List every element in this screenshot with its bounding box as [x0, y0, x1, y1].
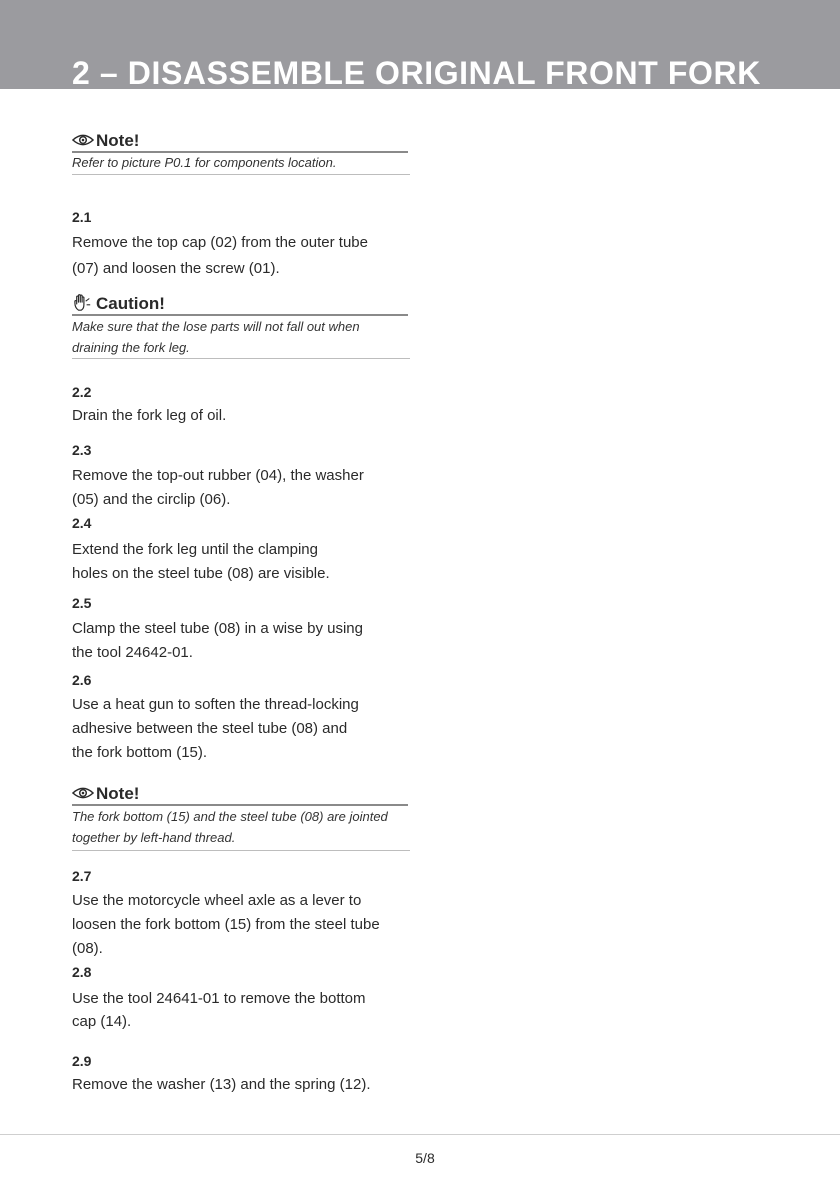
note-label: Note! — [96, 784, 140, 803]
step-number: 2.7 — [72, 868, 92, 884]
caution-divider — [72, 358, 410, 359]
step-line: (05) and the circlip (06). — [72, 491, 231, 508]
step-line: Use the tool 24641-01 to remove the bottom — [72, 990, 366, 1007]
step-line: the fork bottom (15). — [72, 744, 208, 761]
step-line: Remove the top-out rubber (04), the washer — [72, 467, 364, 484]
note-box-header — [72, 782, 408, 806]
step-line: Clamp the steel tube (08) in a wise by using — [72, 620, 363, 637]
caution-text — [72, 316, 410, 358]
step-text — [72, 987, 412, 1033]
step-text — [72, 230, 412, 282]
step-number: 2.3 — [72, 442, 92, 458]
note-divider — [72, 850, 410, 851]
eye-icon — [72, 131, 94, 149]
step-number: 2.9 — [72, 1053, 92, 1069]
note-label: Note! — [96, 131, 140, 150]
step-number: 2.8 — [72, 964, 92, 980]
step-text — [72, 538, 412, 586]
caution-line: draining the fork leg. — [72, 340, 190, 355]
step-number: 2.5 — [72, 595, 92, 611]
note-box-header — [72, 129, 408, 153]
step-line: Extend the fork leg until the clamping — [72, 541, 318, 558]
step-line: Drain the fork leg of oil. — [72, 407, 227, 424]
note-line: together by left-hand thread. — [72, 830, 236, 845]
step-line: (08). — [72, 940, 103, 957]
step-number: 2.6 — [72, 672, 92, 688]
caution-label: Caution! — [96, 294, 165, 313]
step-text — [72, 617, 412, 665]
step-line: adhesive between the steel tube (08) and — [72, 720, 348, 737]
note-text — [72, 806, 410, 848]
step-line: holes on the steel tube (08) are visible. — [72, 565, 330, 582]
step-line: Use the motorcycle wheel axle as a lever to — [72, 892, 362, 909]
note-line: Refer to picture P0.1 for components location. — [72, 155, 337, 170]
step-line: the tool 24642-01. — [72, 644, 193, 661]
step-line: loosen the fork bottom (15) from the steel tube — [72, 916, 380, 933]
footer-divider — [0, 1134, 840, 1135]
step-text — [72, 889, 412, 961]
note-line: The fork bottom (15) and the steel tube (08) are jointed — [72, 809, 388, 824]
step-line: Remove the washer (13) and the spring (12). — [72, 1076, 371, 1093]
step-number: 2.1 — [72, 209, 92, 225]
note-divider — [72, 174, 410, 175]
step-text — [72, 406, 412, 426]
step-text — [72, 1075, 412, 1095]
caution-box-header — [72, 292, 408, 316]
step-number: 2.4 — [72, 515, 92, 531]
hand-stop-icon — [72, 294, 94, 312]
step-line: (07) and loosen the screw (01). — [72, 260, 280, 277]
step-line: Use a heat gun to soften the thread-locking — [72, 696, 359, 713]
step-number: 2.2 — [72, 384, 92, 400]
eye-icon — [72, 784, 94, 802]
step-text — [72, 693, 412, 765]
step-line: cap (14). — [72, 1013, 132, 1030]
caution-line: Make sure that the lose parts will not fall out when — [72, 319, 360, 334]
step-text — [72, 464, 412, 512]
step-line: Remove the top cap (02) from the outer tube — [72, 234, 368, 251]
page-number: 5/8 — [415, 1150, 435, 1166]
page-title: 2 – DISASSEMBLE ORIGINAL FRONT FORK — [72, 55, 761, 91]
note-text — [72, 152, 410, 173]
